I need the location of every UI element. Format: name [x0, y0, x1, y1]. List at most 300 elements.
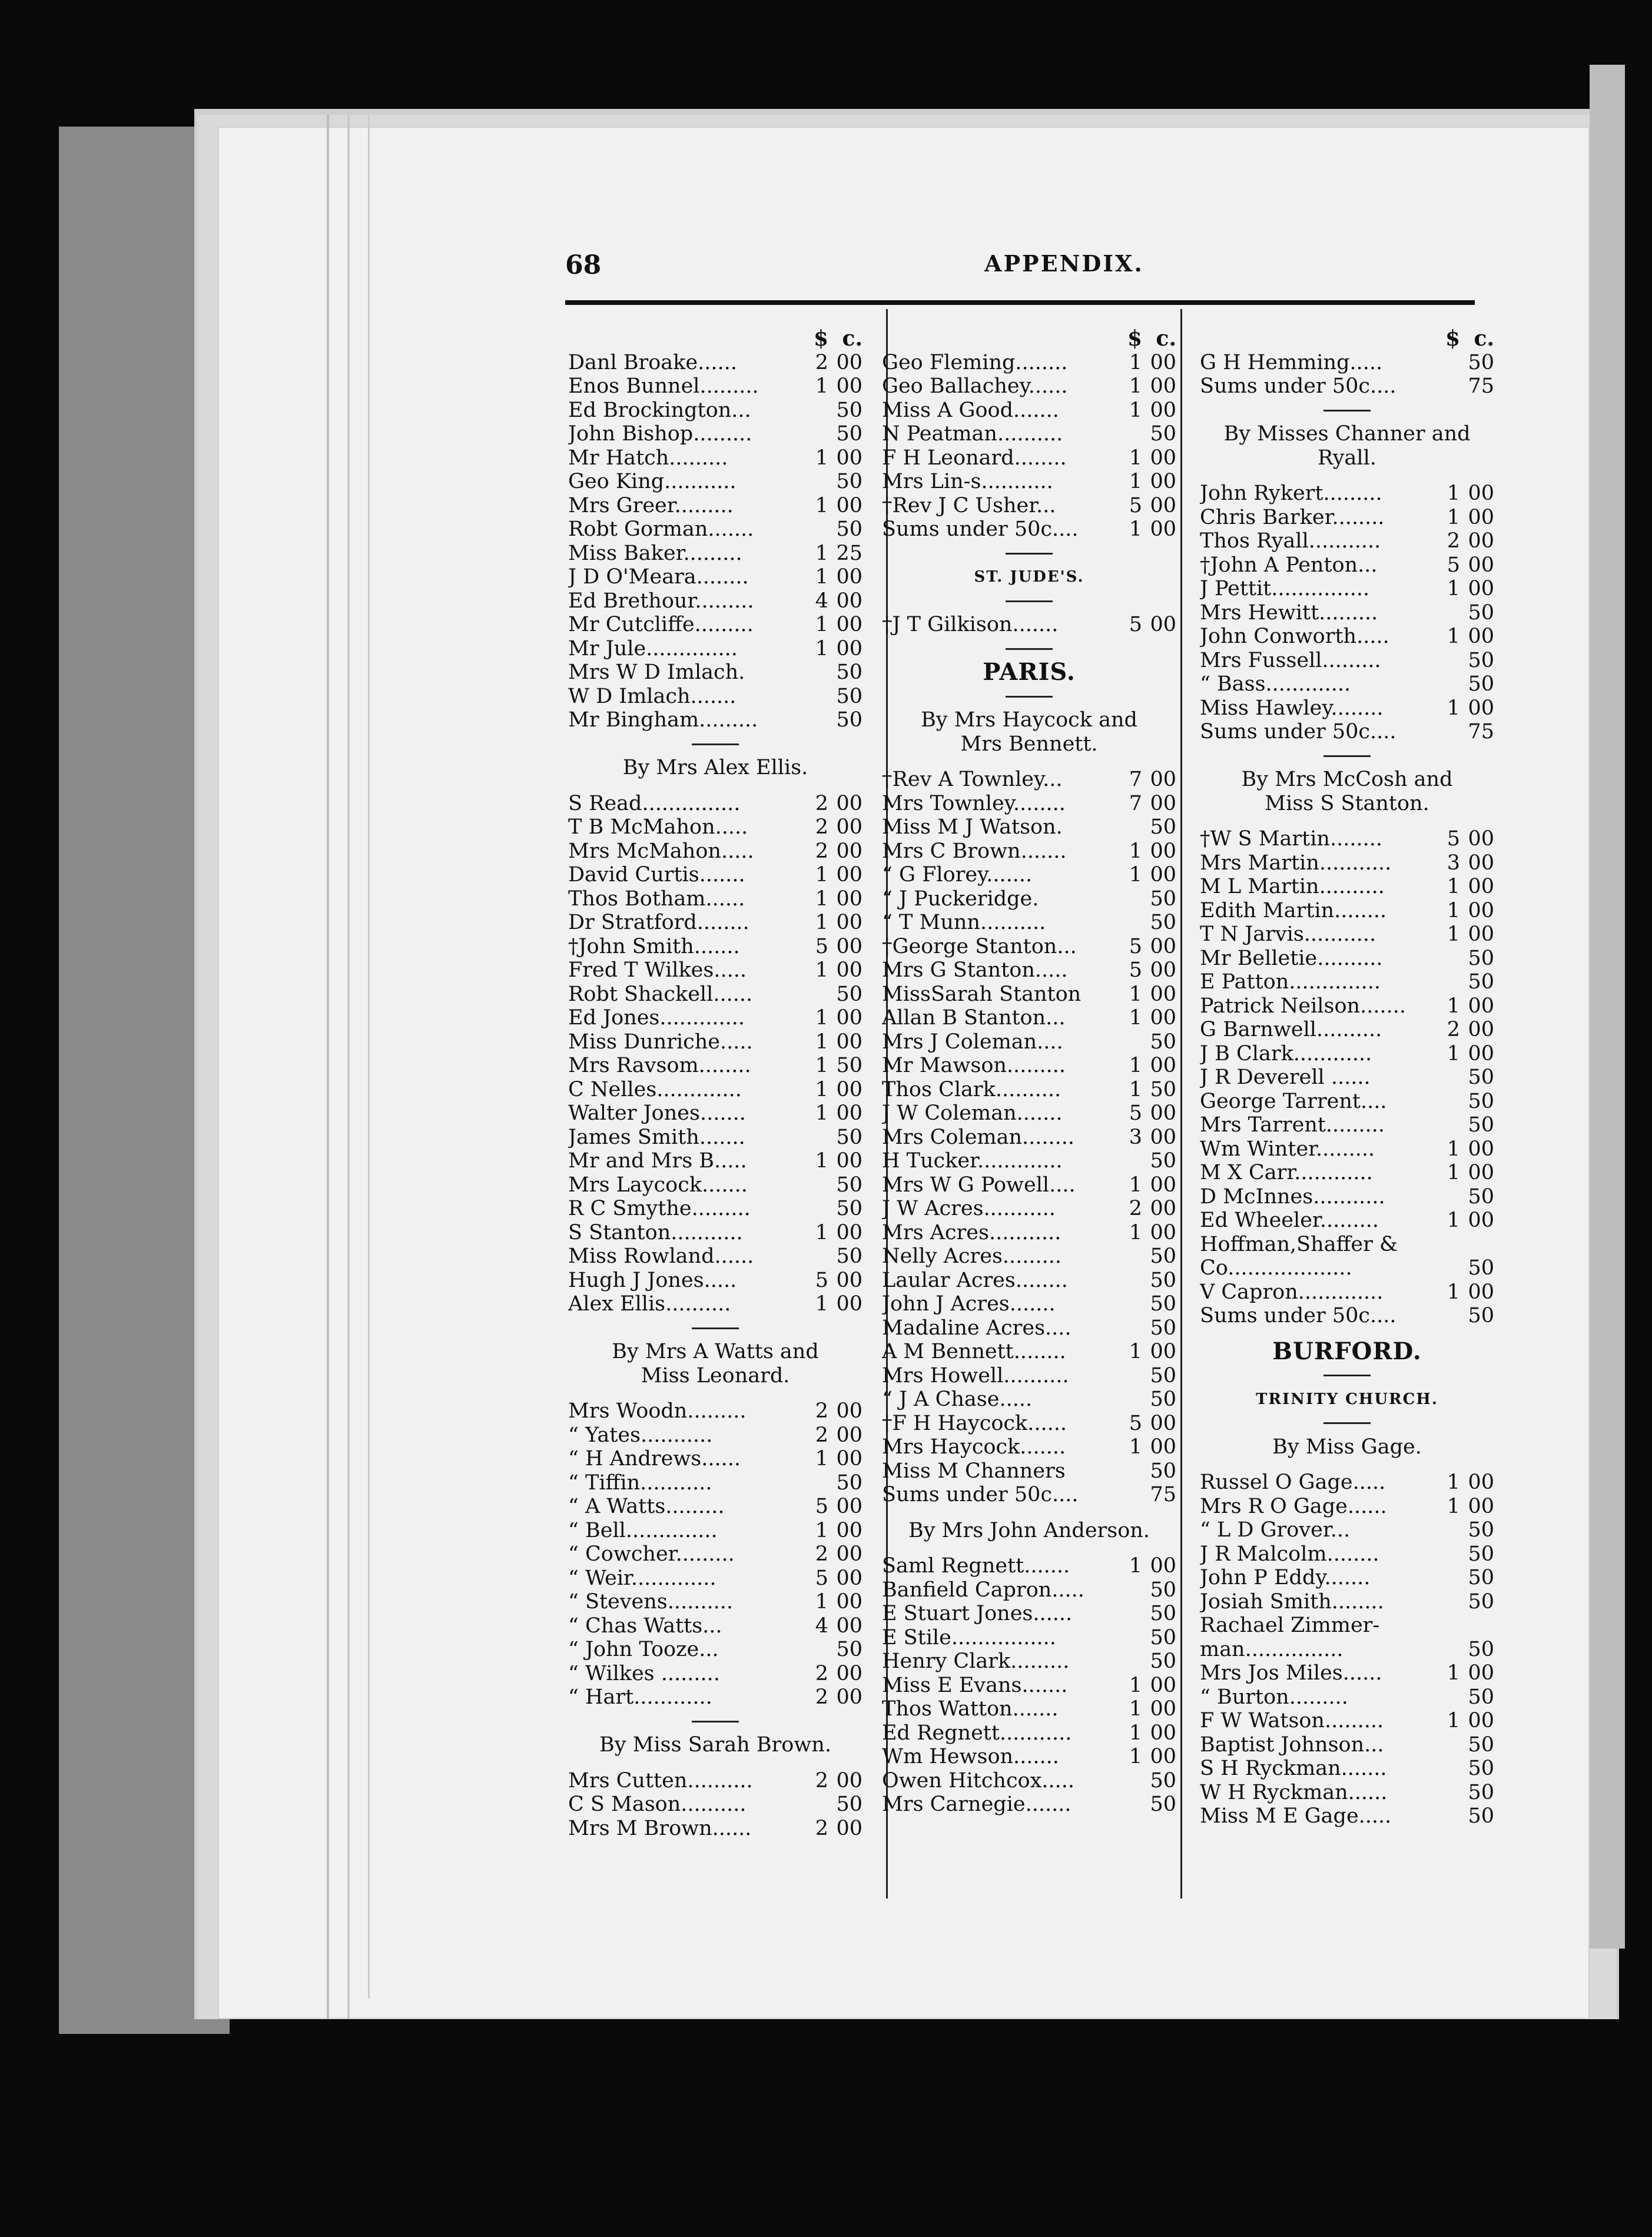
amount-cents: 50	[1468, 1732, 1494, 1757]
amount-dollars: 1	[1447, 577, 1460, 600]
section-divider	[882, 637, 1176, 661]
amount-dollars: 1	[1447, 875, 1460, 898]
subscriber-name: S Stanton...........	[568, 1220, 743, 1244]
amount-dollars: 2	[815, 1768, 828, 1793]
amount-dollars: 5	[1447, 827, 1460, 851]
subscription-entry	[1200, 1280, 1494, 1305]
amount-dollars: 2	[1447, 1018, 1460, 1041]
subscription-entry	[568, 470, 863, 494]
subscription-entry	[882, 1078, 1176, 1102]
subscription-entry	[1200, 1090, 1494, 1114]
subscriber-name: Mrs Tarrent.........	[1200, 1113, 1385, 1137]
subscription-entry	[1200, 1304, 1494, 1328]
amount-cents: 00	[1468, 529, 1494, 553]
amount-cents: 00	[1468, 482, 1494, 505]
subscriber-name: Enos Bunnel.........	[568, 374, 759, 398]
amount-cents: 50	[836, 422, 863, 446]
subscriber-name: Ed Regnett...........	[882, 1721, 1072, 1745]
subscriber-name: Wm Winter.........	[1200, 1137, 1375, 1161]
subscription-entry	[882, 958, 1176, 983]
amount-dollars: 2	[815, 1423, 828, 1447]
subscription-entry	[568, 542, 863, 566]
amount-cents: 00	[1468, 553, 1494, 577]
subscription-entry	[1200, 672, 1494, 696]
amount-cents: 50	[1468, 970, 1494, 994]
subscriber-name: E Patton..............	[1200, 970, 1381, 994]
amount-cents: 50	[1468, 1637, 1494, 1661]
amount-dollars: 1	[815, 887, 828, 911]
subscription-entry	[568, 1173, 863, 1197]
subscription-entry	[1200, 851, 1494, 875]
cents-header: c.	[842, 326, 863, 351]
amount-dollars: 5	[1129, 934, 1142, 958]
subscriber-name: Geo Fleming........	[882, 350, 1068, 374]
subscriber-name: G Barnwell..........	[1200, 1018, 1382, 1041]
amount-cents: 50	[836, 661, 863, 684]
subscription-entry	[568, 1542, 863, 1566]
subscription-entry	[882, 399, 1176, 423]
amount-cents: 50	[1468, 1089, 1494, 1113]
amount-dollars: 1	[1447, 922, 1460, 946]
amount-dollars: 1	[815, 1006, 828, 1030]
amount-cents: 50	[1468, 1518, 1494, 1542]
subscription-entry	[568, 565, 863, 589]
amount-dollars: 1	[815, 1054, 828, 1077]
cents-header: c.	[1156, 326, 1176, 351]
amount-cents: 00	[1150, 958, 1176, 982]
amount-cents: 50	[1468, 1757, 1494, 1780]
amount-cents: 50	[1150, 1244, 1176, 1268]
amount-dollars: 1	[1447, 625, 1460, 648]
subscription-entry	[1200, 649, 1494, 673]
amount-cents: 50	[836, 982, 863, 1006]
amount-cents: 50	[1150, 887, 1176, 911]
amount-cents: 00	[836, 1399, 863, 1423]
amount-cents: 50	[836, 1638, 863, 1661]
subscriber-name: MissSarah Stanton	[882, 982, 1082, 1006]
amount-cents: 50	[1150, 1793, 1176, 1816]
subscription-entry	[568, 792, 863, 816]
subscriber-name: Miss Baker.........	[568, 541, 742, 565]
subscriber-name: Geo Ballachey......	[882, 374, 1068, 398]
amount-dollars: 2	[1447, 529, 1460, 553]
subscriber-name: John J Acres.......	[882, 1292, 1056, 1316]
subscriber-name: J R Malcolm........	[1200, 1542, 1379, 1566]
subscriber-name: Mrs Hewitt.........	[1200, 600, 1378, 625]
amount-cents: 50	[836, 1173, 863, 1197]
subscription-entry	[882, 1340, 1176, 1364]
amount-dollars: 1	[815, 1590, 828, 1614]
amount-dollars: 1	[815, 1030, 828, 1054]
subscription-entry	[882, 935, 1176, 959]
subscription-entry	[882, 1721, 1176, 1745]
subscriber-name: W D Imlach.......	[568, 684, 737, 708]
collector-heading: By Miss Sarah Brown.	[599, 1733, 831, 1757]
column-rule	[1180, 309, 1182, 1899]
amount-dollars: 1	[1129, 1006, 1142, 1030]
amount-cents: 00	[1150, 374, 1176, 398]
amount-dollars: 1	[1129, 1745, 1142, 1768]
subscriber-name: Mrs Lin-s...........	[882, 470, 1053, 493]
amount-cents: 50	[836, 1471, 863, 1495]
subscription-entry	[568, 1471, 863, 1495]
amount-cents: 00	[836, 1030, 863, 1054]
amount-dollars: 1	[815, 911, 828, 934]
subscription-entry	[1200, 1590, 1494, 1614]
subscription-entry	[568, 1292, 863, 1316]
subscriber-name: Miss Rowland......	[568, 1244, 754, 1268]
subscriber-name: †Rev J C Usher...	[882, 493, 1056, 517]
subscription-entry	[882, 1459, 1176, 1483]
subscription-entry	[568, 1078, 863, 1102]
subscription-entry	[882, 1626, 1176, 1650]
subscription-entry	[1200, 482, 1494, 506]
page-edge-line	[368, 115, 370, 1999]
section-divider	[568, 732, 863, 756]
subscription-entry	[1200, 1566, 1494, 1590]
subscriber-name: Mrs McMahon.....	[568, 839, 754, 863]
amount-cents: 50	[1468, 1589, 1494, 1614]
amount-cents: 00	[1468, 1018, 1494, 1041]
subscriber-name: J B Clark............	[1200, 1041, 1372, 1066]
subscription-entry	[882, 446, 1176, 470]
amount-cents: 00	[1468, 1280, 1494, 1304]
amount-dollars: 1	[1447, 1137, 1460, 1161]
amount-cents: 00	[836, 1006, 863, 1030]
amount-cents: 50	[1468, 1780, 1494, 1804]
subscriber-name: V Capron.............	[1200, 1280, 1384, 1304]
subscription-entry	[1200, 351, 1494, 375]
subscription-entry	[568, 1054, 863, 1078]
subscription-entry	[882, 983, 1176, 1007]
subscriber-name: Robt Gorman.......	[568, 517, 754, 541]
amount-dollars: 2	[815, 791, 828, 815]
amount-column-header	[1200, 327, 1494, 351]
amount-cents: 00	[1468, 1161, 1494, 1184]
subscriber-name: John Rykert.........	[1200, 482, 1382, 505]
amount-dollars: 1	[815, 374, 828, 398]
collector-heading: By Misses Channer and	[1223, 422, 1471, 446]
subscription-entry	[568, 1793, 863, 1817]
amount-dollars: 1	[1447, 696, 1460, 720]
subscription-entry	[568, 887, 863, 911]
amount-dollars: 2	[815, 1399, 828, 1423]
amount-cents: 00	[1150, 398, 1176, 422]
subscriber-name: †F H Haycock......	[882, 1411, 1067, 1435]
amount-cents: 50	[836, 398, 863, 422]
amount-dollars: 2	[815, 350, 828, 374]
amount-cents: 50	[1150, 1649, 1176, 1673]
subscription-entry	[882, 1697, 1176, 1721]
subscription-entry	[1200, 899, 1494, 923]
amount-cents: 00	[1150, 982, 1176, 1006]
spacer	[1200, 815, 1494, 827]
amount-cents: 50	[836, 684, 863, 708]
amount-cents: 50	[1150, 1625, 1176, 1649]
subscriber-name: Banfield Capron.....	[882, 1578, 1084, 1602]
collector-heading: Miss Leonard.	[641, 1363, 790, 1388]
collector-heading: Miss S Stanton.	[1265, 791, 1429, 815]
amount-dollars: 7	[1129, 791, 1142, 815]
amount-cents: 00	[1150, 613, 1176, 636]
subscription-entry	[882, 1006, 1176, 1030]
subscriber-name: John P Eddy.......	[1200, 1566, 1371, 1589]
subscription-entry	[568, 1769, 863, 1793]
back-page-edge	[1590, 65, 1625, 1949]
amount-dollars: 1	[1129, 517, 1142, 541]
amount-dollars: 1	[815, 1447, 828, 1471]
subscriber-name: James Smith.......	[568, 1125, 745, 1149]
subscriber-name: Saml Regnett.......	[882, 1554, 1070, 1578]
subscription-entry	[1200, 1018, 1494, 1042]
amount-dollars: 1	[1129, 470, 1142, 493]
amount-cents: 50	[1150, 1363, 1176, 1388]
column-3	[1200, 327, 1494, 1828]
subscription-entry	[1200, 720, 1494, 744]
amount-dollars: 1	[1447, 1209, 1460, 1232]
subscriber-name: Mrs G Stanton.....	[882, 958, 1068, 982]
amount-dollars: 1	[815, 1101, 828, 1125]
running-title: APPENDIX.	[984, 250, 1144, 277]
subscription-entry	[568, 399, 863, 423]
page-number: 68	[565, 250, 602, 280]
subscriber-name: Miss M Channers	[882, 1459, 1066, 1483]
amount-cents: 50	[836, 1125, 863, 1149]
subscription-entry	[882, 422, 1176, 446]
collector-heading: Mrs Bennett.	[960, 732, 1098, 756]
amount-cents: 50	[836, 517, 863, 541]
subscriber-name: Danl Broake......	[568, 350, 737, 374]
subscription-entry	[568, 958, 863, 983]
subscriber-name: Mrs W D Imlach.	[568, 661, 745, 684]
amount-cents: 50	[1150, 1388, 1176, 1411]
subscriber-name: Mrs Howell..........	[882, 1363, 1069, 1388]
subscriber-name: Rachael Zimmer-	[1200, 1614, 1380, 1637]
amount-dollars: 2	[815, 1816, 828, 1840]
subscriber-name: Walter Jones.......	[568, 1101, 746, 1125]
amount-cents: 00	[1468, 851, 1494, 875]
subscription-entry	[568, 613, 863, 637]
subscription-entry	[1200, 506, 1494, 530]
subscription-entry	[1200, 1638, 1494, 1662]
subscriber-name: Mrs Jos Miles......	[1200, 1661, 1382, 1685]
amount-dollars: 5	[1129, 1411, 1142, 1435]
subscriber-name: Mr and Mrs B.....	[568, 1149, 747, 1173]
amount-dollars: 1	[1129, 1697, 1142, 1721]
amount-cents: 50	[1468, 1113, 1494, 1137]
subscription-entry	[568, 1519, 863, 1543]
collector-heading: By Mrs McCosh and	[1241, 768, 1453, 791]
amount-dollars: 7	[1129, 768, 1142, 791]
spacer	[568, 1757, 863, 1769]
amount-cents: 00	[836, 791, 863, 815]
subscriber-name: W H Ryckman......	[1200, 1780, 1388, 1804]
amount-cents: 50	[1468, 1566, 1494, 1589]
subscription-entry	[882, 1745, 1176, 1769]
amount-cents: 00	[836, 958, 863, 982]
amount-cents: 00	[836, 374, 863, 398]
amount-cents: 00	[1468, 696, 1494, 720]
amount-dollars: 1	[1447, 1709, 1460, 1732]
section-divider	[568, 1316, 863, 1340]
amount-cents: 00	[836, 1447, 863, 1471]
subscription-entry	[1200, 1113, 1494, 1137]
subscriber-name: “ Yates...........	[568, 1423, 713, 1447]
amount-cents: 00	[1150, 1340, 1176, 1363]
subscription-entry	[1200, 1161, 1494, 1185]
section-divider	[1200, 399, 1494, 423]
amount-cents: 00	[1150, 1745, 1176, 1768]
subscriber-name: M L Martin..........	[1200, 875, 1385, 898]
subscriber-name: Mr Mawson.........	[882, 1054, 1066, 1077]
amount-dollars: 1	[1447, 1494, 1460, 1518]
subscription-entry	[1200, 1614, 1494, 1638]
spacer	[568, 1388, 863, 1399]
amount-cents: 00	[836, 1077, 863, 1101]
amount-dollars: 5	[815, 934, 828, 958]
amount-cents: 00	[1150, 791, 1176, 815]
amount-dollars: 1	[1129, 863, 1142, 887]
subscription-entry	[1200, 1137, 1494, 1161]
amount-cents: 50	[1468, 1685, 1494, 1709]
subscriber-name: “ Bass.............	[1200, 672, 1351, 696]
amount-dollars: 2	[815, 839, 828, 863]
amount-dollars: 1	[1447, 1280, 1460, 1304]
subscriber-name: Co...................	[1200, 1256, 1352, 1280]
subscription-entry	[568, 1221, 863, 1245]
amount-cents: 00	[1468, 1041, 1494, 1066]
subscriber-name: Ed Brockington...	[568, 398, 751, 422]
amount-cents: 00	[1150, 1673, 1176, 1697]
amount-cents: 50	[1150, 1768, 1176, 1793]
subscription-entry	[568, 637, 863, 661]
subscriber-name: Thos Watton.......	[882, 1697, 1059, 1721]
amount-cents: 00	[1150, 934, 1176, 958]
subscription-entry	[1200, 875, 1494, 899]
subscriber-name: Alex Ellis..........	[568, 1292, 731, 1316]
amount-dollars: 1	[815, 636, 828, 661]
subscriber-name: G H Hemming.....	[1200, 350, 1383, 374]
subscriber-name: “ Weir.............	[568, 1566, 716, 1590]
subscriber-name: T B McMahon.....	[568, 815, 748, 839]
subscriber-name: Miss E Evans.......	[882, 1673, 1068, 1697]
subscription-entry	[882, 1769, 1176, 1793]
amount-dollars: 1	[1129, 982, 1142, 1006]
subscriber-name: Laular Acres........	[882, 1268, 1068, 1292]
amount-cents: 50	[1468, 648, 1494, 672]
subscription-entry	[1200, 1542, 1494, 1566]
amount-cents: 00	[1468, 922, 1494, 946]
spacer	[882, 756, 1176, 768]
collector-heading: By Mrs John Anderson.	[908, 1518, 1150, 1542]
subscriber-name: “ Stevens..........	[568, 1590, 734, 1614]
subscription-entry	[1200, 1185, 1494, 1209]
amount-cents: 00	[1150, 1006, 1176, 1030]
amount-cents: 00	[836, 1590, 863, 1614]
amount-cents: 50	[1468, 350, 1494, 374]
amount-cents: 00	[836, 1268, 863, 1292]
church-heading: TRINITY CHURCH.	[1256, 1390, 1438, 1408]
subscription-entry	[568, 1244, 863, 1269]
subscriber-name: David Curtis.......	[568, 863, 745, 887]
subscriber-name: “ Chas Watts...	[568, 1614, 722, 1638]
amount-cents: 00	[1150, 470, 1176, 493]
amount-cents: 00	[836, 1518, 863, 1542]
section-divider	[1200, 1411, 1494, 1435]
subscriber-name: N Peatman..........	[882, 422, 1063, 446]
subscription-entry	[882, 494, 1176, 518]
amount-cents: 00	[836, 815, 863, 839]
subscription-entry	[568, 351, 863, 375]
amount-cents: 00	[836, 1816, 863, 1840]
amount-cents: 00	[1150, 1197, 1176, 1220]
subscriber-name: Edith Martin........	[1200, 898, 1387, 922]
subscription-entry	[882, 792, 1176, 816]
subscriber-name: “ G Florey.......	[882, 863, 1033, 887]
subscriber-name: H Tucker.............	[882, 1149, 1063, 1173]
subscription-entry	[1200, 1518, 1494, 1542]
subscriber-name: R C Smythe.........	[568, 1197, 751, 1220]
subscriber-name: J W Acres...........	[882, 1197, 1056, 1220]
subscriber-name: J R Deverell ......	[1200, 1066, 1371, 1089]
amount-cents: 50	[1150, 1030, 1176, 1054]
parish-heading: PARIS.	[983, 658, 1076, 686]
collector-heading: By Mrs A Watts and	[612, 1340, 819, 1363]
subscriber-name: C S Mason..........	[568, 1793, 747, 1816]
amount-cents: 50	[1468, 1184, 1494, 1209]
amount-cents: 00	[1150, 493, 1176, 517]
subscriber-name: “ A Watts.........	[568, 1495, 725, 1518]
subscriber-name: Robt Shackell......	[568, 982, 753, 1006]
amount-dollars: 1	[1129, 374, 1142, 398]
subscription-entry	[882, 1435, 1176, 1459]
section-divider	[882, 589, 1176, 613]
subscription-entry	[882, 470, 1176, 494]
amount-dollars: 5	[815, 1495, 828, 1518]
subscription-entry	[568, 1126, 863, 1150]
subscriber-name: Mrs Cutten..........	[568, 1768, 753, 1793]
subscriber-name: Russel O Gage.....	[1200, 1471, 1386, 1494]
amount-dollars: 1	[1129, 1340, 1142, 1363]
subscription-entry	[1200, 553, 1494, 577]
amount-cents: 00	[1150, 1173, 1176, 1197]
amount-cents: 75	[1468, 374, 1494, 398]
subscription-entry	[568, 1006, 863, 1030]
subscriber-name: “ J A Chase.....	[882, 1388, 1033, 1411]
subscription-entry	[882, 863, 1176, 887]
amount-cents: 50	[1150, 1316, 1176, 1340]
subscription-entry	[882, 887, 1176, 911]
amount-cents: 00	[1468, 505, 1494, 529]
amount-dollars: 1	[815, 1077, 828, 1101]
subscriber-name: †George Stanton...	[882, 934, 1077, 958]
subscription-entry	[882, 911, 1176, 935]
spacer	[882, 1542, 1176, 1554]
subscription-entry	[882, 815, 1176, 839]
amount-cents: 00	[836, 493, 863, 517]
amount-dollars: 5	[1447, 553, 1460, 577]
amount-dollars: 1	[1129, 350, 1142, 374]
subscriber-name: Sums under 50c....	[882, 517, 1079, 541]
subscription-entry	[1200, 1066, 1494, 1090]
amount-dollars: 1	[1129, 1435, 1142, 1459]
subscriber-name: Dr Stratford........	[568, 911, 749, 934]
amount-cents: 00	[836, 350, 863, 374]
section-divider	[1200, 1363, 1494, 1388]
amount-cents: 50	[836, 1793, 863, 1816]
subscription-entry	[882, 1054, 1176, 1078]
subscriber-name: Mrs Laycock.......	[568, 1173, 748, 1197]
